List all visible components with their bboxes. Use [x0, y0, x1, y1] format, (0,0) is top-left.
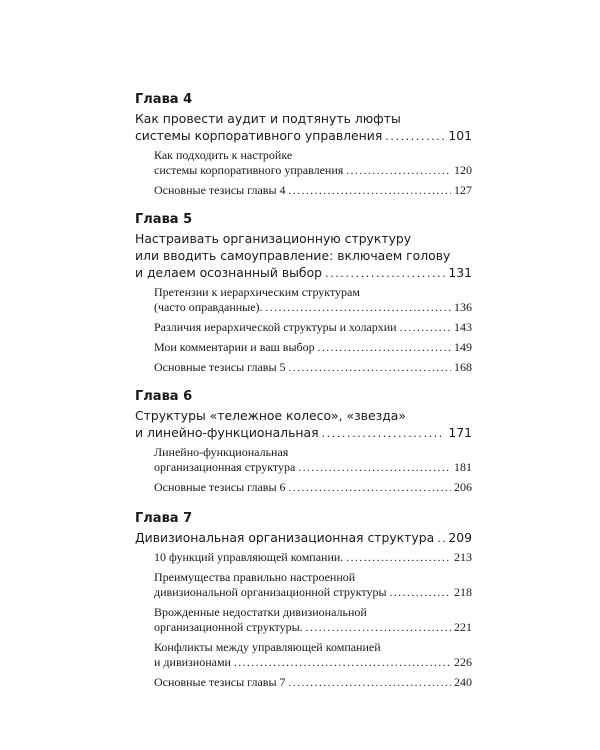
page-number: 181 [454, 460, 472, 474]
chapter-label: Глава 4 [135, 92, 193, 107]
page-number: 136 [454, 300, 472, 314]
chapter-label: Глава 7 [135, 511, 193, 526]
section-line: Конфликты между управляющей компанией [154, 640, 381, 654]
entry-text: и линейно-функциональная [135, 425, 319, 440]
page-number: 168 [454, 360, 472, 374]
dot-leader [437, 530, 445, 547]
section-entry[interactable] [135, 480, 472, 496]
chapter-title-line: Структуры «тележное колесо», «звезда» [135, 408, 406, 423]
section-entry[interactable] [135, 605, 472, 636]
chapter-5 [135, 212, 472, 380]
entry-text: и делаем осознанный выбор [135, 265, 323, 280]
section-entry[interactable] [135, 445, 472, 476]
section-line: Претензии к иерархическим структурам [154, 285, 360, 299]
section-entry[interactable] [135, 640, 472, 671]
dot-leader [289, 481, 451, 496]
toc-entry [154, 360, 472, 376]
toc-entry [154, 163, 472, 179]
toc-entry [154, 340, 472, 356]
entry-text: системы корпоративного управления [135, 128, 383, 143]
toc-entry [154, 300, 472, 316]
dot-leader [306, 621, 451, 636]
page-number: 171 [448, 425, 472, 440]
toc-entry [154, 183, 472, 199]
entry-text: Мои комментарии и ваш выбор [154, 340, 315, 354]
chapter-label: Глава 5 [135, 212, 193, 227]
entry-text: Основные тезисы главы 6 [154, 480, 286, 494]
toc-entry [154, 480, 472, 496]
section-entry[interactable] [135, 550, 472, 566]
toc-entry [154, 675, 472, 691]
toc-entry[interactable] [135, 529, 472, 547]
dot-leader [234, 656, 451, 671]
page-number: 101 [448, 128, 472, 143]
section-line: Как подходить к настройке [154, 148, 293, 162]
section-entry[interactable] [135, 183, 472, 199]
toc-entry[interactable] [135, 264, 472, 282]
page-number: 221 [454, 620, 472, 634]
page-number: 218 [454, 585, 472, 599]
chapter-title [135, 110, 472, 145]
toc-entry [154, 550, 472, 566]
dot-leader [289, 184, 451, 199]
section-line: Преимущества правильно настроенной [154, 570, 356, 584]
dot-leader [390, 586, 451, 601]
dot-leader [289, 676, 451, 691]
dot-leader [318, 341, 451, 356]
chapter-title [135, 230, 472, 282]
dot-leader [385, 128, 445, 145]
chapter-title [135, 407, 472, 442]
entry-text: организационной структуры. [154, 620, 303, 634]
section-entry[interactable] [135, 320, 472, 336]
page-number: 226 [454, 655, 472, 669]
section-entry[interactable] [135, 675, 472, 691]
entry-text: системы корпоративного управления [154, 163, 344, 177]
chapter-label: Глава 6 [135, 389, 193, 404]
section-line: Врожденные недостатки дивизиональной [154, 605, 367, 619]
page-number: 120 [454, 163, 472, 177]
toc-entry [154, 655, 472, 671]
dot-leader [400, 321, 451, 336]
toc-entry[interactable] [135, 127, 472, 145]
dot-leader [298, 461, 451, 476]
chapter-4 [135, 92, 472, 203]
chapter-title-line: Как провести аудит и подтянуть люфты [135, 111, 401, 126]
section-entry[interactable] [135, 148, 472, 179]
section-entry[interactable] [135, 570, 472, 601]
toc-entry [154, 460, 472, 476]
page-number: 143 [454, 320, 472, 334]
chapter-6 [135, 389, 472, 500]
chapter-title-line: Настраивать организационную структуру [135, 231, 412, 246]
dot-leader [322, 425, 446, 442]
toc-entry [154, 585, 472, 601]
page-number: 209 [448, 530, 472, 545]
toc-entry [154, 320, 472, 336]
entry-text: Дивизиональная организационная структура [135, 530, 435, 545]
entry-text: (часто оправданные). [154, 300, 263, 314]
toc-entry[interactable] [135, 424, 472, 442]
page-number: 240 [454, 675, 472, 689]
page-number: 131 [448, 265, 472, 280]
section-entry[interactable] [135, 360, 472, 376]
page-number: 206 [454, 480, 472, 494]
page-number: 127 [454, 183, 472, 197]
section-entry[interactable] [135, 340, 472, 356]
chapter-title [135, 529, 472, 547]
page-number: 149 [454, 340, 472, 354]
dot-leader [289, 361, 451, 376]
dot-leader [266, 301, 451, 316]
dot-leader [346, 551, 451, 566]
entry-text: Основные тезисы главы 5 [154, 360, 286, 374]
entry-text: Основные тезисы главы 4 [154, 183, 286, 197]
entry-text: 10 функций управляющей компании. [154, 550, 344, 564]
entry-text: Различия иерархической структуры и холархии [154, 320, 397, 334]
entry-text: дивизиональной организационной структуры [154, 585, 387, 599]
chapter-title-line: или вводить самоуправление: включаем голову [135, 248, 451, 263]
section-entry[interactable] [135, 285, 472, 316]
chapter-7 [135, 511, 472, 695]
entry-text: организационная структура [154, 460, 296, 474]
dot-leader [325, 265, 445, 282]
dot-leader [346, 164, 451, 179]
toc-entry [154, 620, 472, 636]
section-line: Линейно-функциональная [154, 445, 289, 459]
entry-text: и дивизионами [154, 655, 231, 669]
entry-text: Основные тезисы главы 7 [154, 675, 286, 689]
page-number: 213 [454, 550, 472, 564]
